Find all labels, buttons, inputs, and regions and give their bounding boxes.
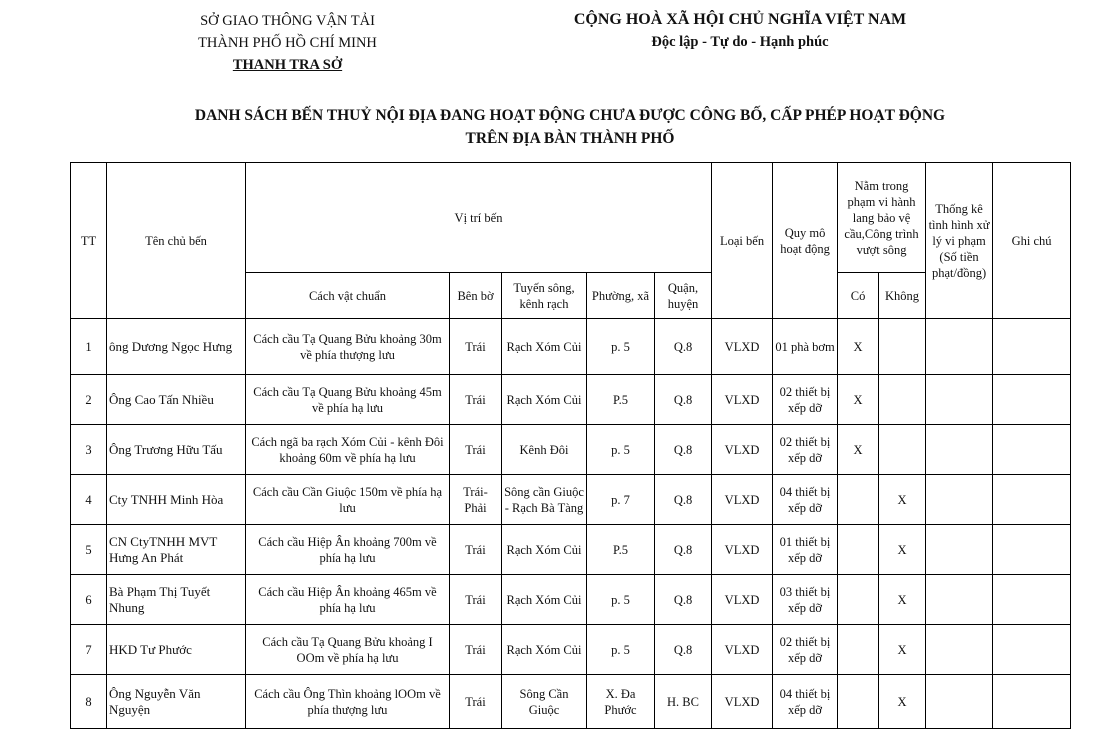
- row-notes: [993, 425, 1071, 475]
- row-tt: 1: [71, 319, 107, 375]
- row-ward: X. Đa Phước: [587, 675, 655, 729]
- row-ward: P.5: [587, 525, 655, 575]
- row-bank: Trái: [450, 375, 502, 425]
- row-bank: Trái: [450, 425, 502, 475]
- row-tt: 4: [71, 475, 107, 525]
- row-yes: [838, 475, 879, 525]
- header-scale: Quy mô hoạt động: [773, 163, 838, 319]
- row-ward: p. 5: [587, 319, 655, 375]
- national-header: [520, 9, 960, 53]
- row-route: Sông Cần Giuộc: [502, 675, 587, 729]
- wharf-table: [70, 162, 1071, 729]
- row-type: VLXD: [712, 525, 773, 575]
- agency-line-1: SỞ GIAO THÔNG VẬN TẢI: [200, 13, 375, 29]
- row-notes: [993, 475, 1071, 525]
- row-route: Rạch Xóm Củi: [502, 625, 587, 675]
- row-no: X: [879, 625, 926, 675]
- row-bank: Trái: [450, 319, 502, 375]
- row-owner: ông Dương Ngọc Hưng: [107, 319, 246, 375]
- row-bank: Trái: [450, 525, 502, 575]
- row-yes: [838, 525, 879, 575]
- table-row: [71, 375, 1071, 425]
- header-route: Tuyến sông, kênh rạch: [502, 273, 587, 319]
- row-tt: 5: [71, 525, 107, 575]
- header-owner: Tên chủ bến: [107, 163, 246, 319]
- row-landmark: Cách cầu Hiệp Ân khoảng 700m về phía hạ lưu: [246, 525, 450, 575]
- row-type: VLXD: [712, 425, 773, 475]
- row-type: VLXD: [712, 625, 773, 675]
- title-line-2: TRÊN ĐỊA BÀN THÀNH PHỐ: [465, 130, 675, 147]
- row-route: Rạch Xóm Củi: [502, 375, 587, 425]
- row-ward: P.5: [587, 375, 655, 425]
- row-type: VLXD: [712, 675, 773, 729]
- title-line-1: DANH SÁCH BẾN THUỶ NỘI ĐỊA ĐANG HOẠT ĐỘNG CHƯA ĐƯỢC CÔNG BỐ, CẤP PHÉP HOẠT ĐỘNG: [194, 107, 946, 124]
- header-landmark: Cách vật chuẩn: [246, 273, 450, 319]
- row-landmark: Cách cầu Tạ Quang Bửu khoảng I OOm về phía hạ lưu: [246, 625, 450, 675]
- header-ward: Phường, xã: [587, 273, 655, 319]
- table-row: [71, 475, 1071, 525]
- row-district: Q.8: [655, 575, 712, 625]
- row-scale: 04 thiết bị xếp dỡ: [773, 675, 838, 729]
- row-no: X: [879, 675, 926, 729]
- agency-line-2: THÀNH PHỐ HỒ CHÍ MINH: [198, 35, 377, 51]
- row-route: Rạch Xóm Củi: [502, 575, 587, 625]
- row-yes: [838, 575, 879, 625]
- row-no: X: [879, 575, 926, 625]
- row-stats: [926, 625, 993, 675]
- header-row-1: [71, 163, 1071, 273]
- row-stats: [926, 475, 993, 525]
- table-row: [71, 425, 1071, 475]
- row-type: VLXD: [712, 375, 773, 425]
- row-notes: [993, 375, 1071, 425]
- table-row: [71, 675, 1071, 729]
- row-landmark: Cách ngã ba rạch Xóm Củi - kênh Đôi khoảng 60m về phía hạ lưu: [246, 425, 450, 475]
- row-owner: Ông Nguyễn Văn Nguyện: [107, 675, 246, 729]
- row-ward: p. 5: [587, 425, 655, 475]
- row-scale: 01 phà bơm: [773, 319, 838, 375]
- row-route: Sông cần Giuộc - Rạch Bà Tàng: [502, 475, 587, 525]
- row-stats: [926, 575, 993, 625]
- table-row: [71, 625, 1071, 675]
- row-route: Kênh Đôi: [502, 425, 587, 475]
- row-landmark: Cách cầu Tạ Quang Bửu khoảng 45m về phía hạ lưu: [246, 375, 450, 425]
- row-scale: 03 thiết bị xếp dỡ: [773, 575, 838, 625]
- table-row: [71, 525, 1071, 575]
- row-type: VLXD: [712, 319, 773, 375]
- row-district: Q.8: [655, 319, 712, 375]
- row-tt: 3: [71, 425, 107, 475]
- header-type: Loại bến: [712, 163, 773, 319]
- row-stats: [926, 425, 993, 475]
- table-row: [71, 319, 1071, 375]
- agency-line-3: THANH TRA SỞ: [232, 57, 343, 73]
- row-stats: [926, 375, 993, 425]
- row-ward: p. 5: [587, 625, 655, 675]
- row-owner: Cty TNHH Minh Hòa: [107, 475, 246, 525]
- row-district: Q.8: [655, 525, 712, 575]
- row-bank: Trái: [450, 575, 502, 625]
- row-yes: [838, 625, 879, 675]
- row-stats: [926, 675, 993, 729]
- header-no: Không: [879, 273, 926, 319]
- row-owner: HKD Tư Phước: [107, 625, 246, 675]
- row-yes: X: [838, 375, 879, 425]
- row-landmark: Cách cầu Ông Thìn khoảng lOOm về phía thượng lưu: [246, 675, 450, 729]
- agency-header: [170, 10, 405, 76]
- row-landmark: Cách cầu Tạ Quang Bửu khoảng 30m về phía thượng lưu: [246, 319, 450, 375]
- header-tt: TT: [71, 163, 107, 319]
- row-owner: Ông Trương Hữu Tấu: [107, 425, 246, 475]
- row-tt: 6: [71, 575, 107, 625]
- table-row: [71, 575, 1071, 625]
- national-motto-line-1: CỘNG HOÀ XÃ HỘI CHỦ NGHĨA VIỆT NAM: [573, 11, 907, 28]
- row-yes: X: [838, 425, 879, 475]
- row-owner: CN CtyTNHH MVT Hưng An Phát: [107, 525, 246, 575]
- row-owner: Bà Phạm Thị Tuyết Nhung: [107, 575, 246, 625]
- row-yes: [838, 675, 879, 729]
- header-bank: Bên bờ: [450, 273, 502, 319]
- header-stats: Thống kê tình hình xử lý vi phạm (Số tiền phạt/đồng): [926, 163, 993, 319]
- row-district: Q.8: [655, 425, 712, 475]
- row-no: [879, 319, 926, 375]
- row-yes: X: [838, 319, 879, 375]
- header-in-range: Nằm trong phạm vi hành lang bảo vệ cầu,Công trình vượt sông: [838, 163, 926, 273]
- row-scale: 02 thiết bị xếp dỡ: [773, 375, 838, 425]
- row-tt: 2: [71, 375, 107, 425]
- row-no: [879, 425, 926, 475]
- row-route: Rạch Xóm Củi: [502, 319, 587, 375]
- row-notes: [993, 675, 1071, 729]
- row-type: VLXD: [712, 475, 773, 525]
- row-landmark: Cách cầu Hiệp Ân khoảng 465m về phía hạ lưu: [246, 575, 450, 625]
- row-no: X: [879, 525, 926, 575]
- row-scale: 02 thiết bị xếp dỡ: [773, 425, 838, 475]
- row-no: [879, 375, 926, 425]
- national-motto-line-2: Độc lập - Tự do - Hạnh phúc: [651, 34, 829, 50]
- row-landmark: Cách cầu Cần Giuộc 150m về phía hạ lưu: [246, 475, 450, 525]
- row-owner: Ông Cao Tấn Nhiều: [107, 375, 246, 425]
- header-district: Quận, huyện: [655, 273, 712, 319]
- row-type: VLXD: [712, 575, 773, 625]
- row-route: Rạch Xóm Củi: [502, 525, 587, 575]
- row-tt: 8: [71, 675, 107, 729]
- table-body: [71, 319, 1071, 729]
- row-bank: Trái: [450, 675, 502, 729]
- row-ward: p. 5: [587, 575, 655, 625]
- row-notes: [993, 319, 1071, 375]
- header-location: Vị trí bến: [246, 163, 712, 273]
- row-scale: 04 thiết bị xếp dỡ: [773, 475, 838, 525]
- row-notes: [993, 625, 1071, 675]
- header-yes: Có: [838, 273, 879, 319]
- row-district: Q.8: [655, 475, 712, 525]
- row-scale: 02 thiết bị xếp dỡ: [773, 625, 838, 675]
- row-stats: [926, 525, 993, 575]
- row-ward: p. 7: [587, 475, 655, 525]
- row-tt: 7: [71, 625, 107, 675]
- row-district: Q.8: [655, 375, 712, 425]
- row-scale: 01 thiết bị xếp dỡ: [773, 525, 838, 575]
- row-no: X: [879, 475, 926, 525]
- header-notes: Ghi chú: [993, 163, 1071, 319]
- row-district: H. BC: [655, 675, 712, 729]
- row-bank: Trái: [450, 625, 502, 675]
- document-title: [130, 104, 1010, 150]
- row-district: Q.8: [655, 625, 712, 675]
- row-bank: Trái- Phải: [450, 475, 502, 525]
- row-notes: [993, 525, 1071, 575]
- row-stats: [926, 319, 993, 375]
- row-notes: [993, 575, 1071, 625]
